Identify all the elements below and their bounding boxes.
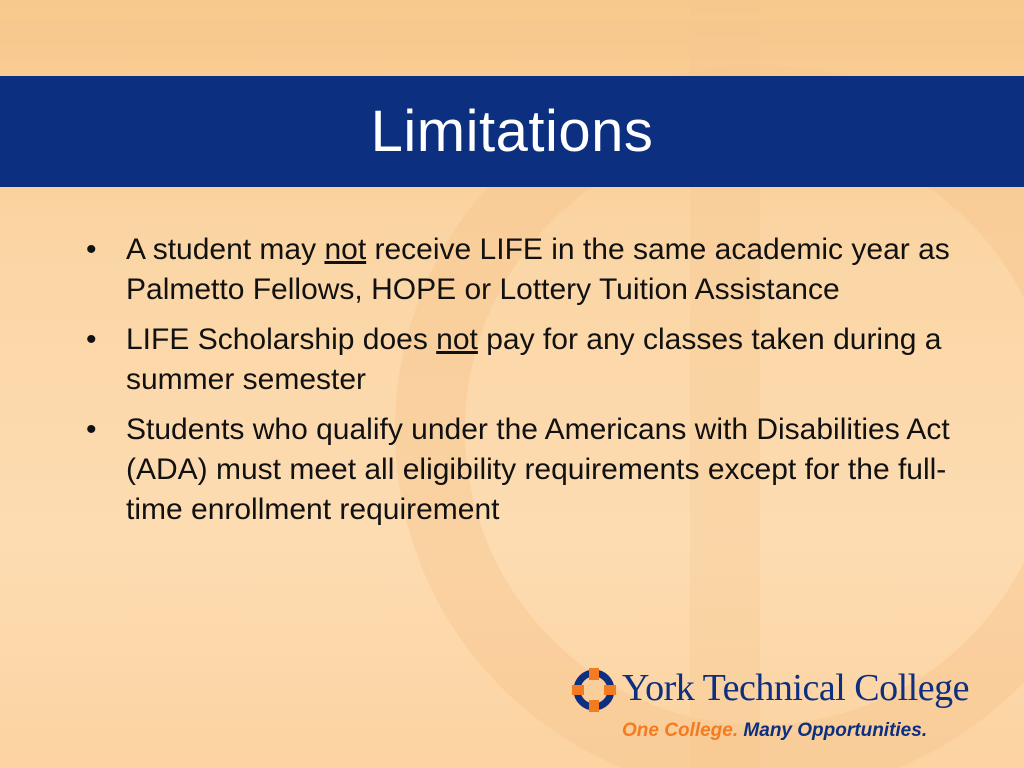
tagline-part-1: One College. <box>622 720 739 741</box>
bullet-underlined: not <box>324 233 367 266</box>
logo-mark-icon <box>572 668 616 712</box>
tagline-part-2: Many Opportunities. <box>743 720 928 741</box>
bullet-icon: • <box>86 323 97 356</box>
bullet-text: Students who qualify under the Americans with Disabilities Act (ADA) must meet all eligibility requirements except for the full-time enrollment requirement <box>126 413 950 526</box>
bullet-item <box>86 410 966 530</box>
college-logo <box>572 664 1002 744</box>
bullet-underlined: not <box>436 323 478 356</box>
bullet-list <box>86 230 966 540</box>
bullet-text: receive LIFE in the same academic year as Palmetto Fellows, HOPE or Lottery Tuition Assistance <box>126 233 950 306</box>
bullet-icon: • <box>86 413 97 446</box>
bullet-text: A student may <box>126 233 325 266</box>
logo-name: York Technical College <box>622 667 969 709</box>
bullet-text: pay for any classes taken during a summer semester <box>126 323 942 396</box>
bullet-item <box>86 320 966 400</box>
bullet-icon: • <box>86 233 97 266</box>
logo-tagline <box>622 720 927 742</box>
bullet-text: LIFE Scholarship does <box>126 323 437 356</box>
slide-title: Limitations <box>370 99 654 164</box>
bullet-item <box>86 230 966 310</box>
